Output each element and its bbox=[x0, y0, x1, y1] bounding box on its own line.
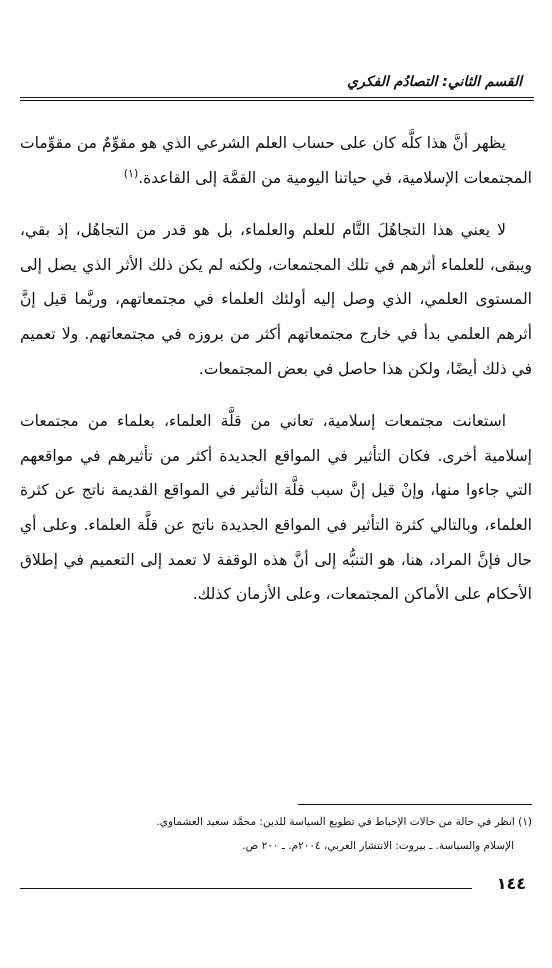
paragraph-text: يظهر أنَّ هذا كلَّه كان على حساب العلم الشرعي الذي هو مقوِّمٌ من مقوِّمات المجتمعات الإسلامية، في حياتنا اليومية من القمَّة إلى القاعدة. bbox=[20, 134, 532, 187]
paragraph: استعانت مجتمعات إسلامية، تعاني من قلَّة العلماء، بعلماء من مجتمعات إسلامية أخرى. فكان التأثير في المواقع الجديدة أكثر من تأثيرهم في مواقعهم التي جاءوا منها، وإنْ قيل إنَّ سبب قلَّة التأثير في المواقع القديمة ناتج عن كثرة العلماء، وبالتالي كثرة التأثير في المواقع الجديدة ناتج عن قلَّة العلماء. وعلى أي حال فإنَّ المراد، هنا، هو التنبُّه إلى أنَّ هذه الوقفة لا تعمد إلى التعميم في إطلاق الأحكام على الأماكن المجتمعات، وعلى الأزمان كذلك. bbox=[20, 412, 532, 604]
body-text bbox=[20, 126, 532, 612]
page-number: ١٤٤ bbox=[496, 874, 526, 893]
header-rule bbox=[20, 97, 534, 101]
footer-rule bbox=[20, 888, 472, 889]
running-header: القسم الثاني: التصادُم الفكري bbox=[347, 74, 522, 90]
footnote bbox=[20, 810, 532, 858]
footnote-line: (١) انظر في حالة من حالات الإحباط في تطويع السياسة للدين: محمَّد سعيد العشماوي. bbox=[156, 816, 532, 828]
footnote-reference[interactable]: (١) bbox=[123, 166, 139, 180]
footnote-line: الإسلام والسياسة. ـ بيروت: الانتشار العربي، ٢٠٠٤م. ـ ٢٠٠ ص. bbox=[242, 840, 514, 852]
paragraph: لا يعني هذا التجاهُلَ التَّام للعلم والعلماء، بل هو قدر من التجاهُل، إذ بقي، ويبقى، للعلماء أثرهم في تلك المجتمعات، ولكنه لم يكن ذلك الأثر الذي يصل إلى المستوى العلمي، الذي وصل إليه أولئك العلماء في مجتمعاتهم، وربَّما قيل إنَّ أثرهم العلمي بدأ في خارج مجتمعاتهم أكثر من بروزه في مجتمعاتهم. ولا تعميم في ذلك أيضًا، ولكن هذا حاصل في بعض المجتمعات. bbox=[20, 221, 532, 378]
footnote-separator bbox=[298, 804, 532, 805]
paragraph bbox=[20, 126, 532, 195]
